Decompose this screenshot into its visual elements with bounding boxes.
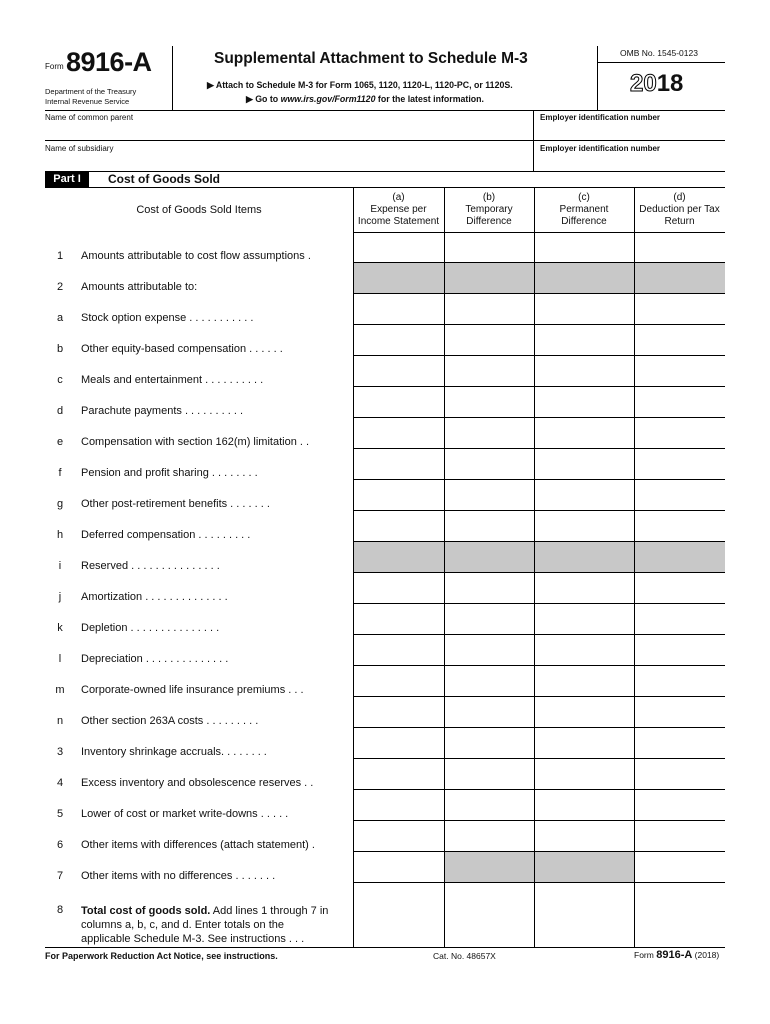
row-number: 6 bbox=[56, 839, 64, 851]
department-line: Department of the Treasury bbox=[45, 87, 137, 96]
amount-cell-d[interactable] bbox=[634, 790, 725, 821]
column-a-header: (a) Expense per Income Statement bbox=[357, 192, 440, 227]
row-number: g bbox=[56, 498, 64, 510]
amount-cell-a[interactable] bbox=[353, 449, 444, 480]
amount-cell-a[interactable] bbox=[353, 387, 444, 418]
omb-number: OMB No. 1545-0123 bbox=[620, 48, 698, 58]
amount-cell-a[interactable] bbox=[353, 325, 444, 356]
irs-line: Internal Revenue Service bbox=[45, 97, 130, 106]
amount-cell-c[interactable] bbox=[534, 604, 634, 635]
row-number: m bbox=[55, 684, 65, 696]
amount-cell-d[interactable] bbox=[634, 573, 725, 604]
amount-cell-a[interactable] bbox=[353, 666, 444, 697]
amount-cell-d[interactable] bbox=[634, 511, 725, 542]
row-label: Excess inventory and obsolescence reserves . . bbox=[81, 777, 314, 789]
common-parent-label: Name of common parent bbox=[45, 113, 134, 122]
amount-cell-c[interactable] bbox=[534, 573, 634, 604]
amount-cell-a bbox=[353, 542, 444, 573]
row-number: 8 bbox=[56, 904, 64, 916]
amount-cell-d[interactable] bbox=[634, 480, 725, 511]
row-label: Other post-retirement benefits . . . . . . . bbox=[81, 498, 270, 510]
row-label: Amounts attributable to: bbox=[81, 281, 198, 293]
amount-cell-a[interactable] bbox=[353, 573, 444, 604]
amount-cell-a[interactable] bbox=[353, 821, 444, 852]
amount-cell-c[interactable] bbox=[534, 325, 634, 356]
row-label: Depletion . . . . . . . . . . . . . . . bbox=[81, 622, 220, 634]
row-label: Pension and profit sharing . . . . . . . . bbox=[81, 467, 258, 479]
amount-cell-d[interactable] bbox=[634, 666, 725, 697]
row-number: k bbox=[57, 622, 63, 634]
row-number: h bbox=[56, 529, 64, 541]
row-label: Reserved . . . . . . . . . . . . . . . bbox=[81, 560, 220, 572]
amount-cell-d[interactable] bbox=[634, 635, 725, 666]
amount-cell-d[interactable] bbox=[634, 294, 725, 325]
amount-cell-a[interactable] bbox=[353, 635, 444, 666]
row-number: i bbox=[58, 560, 62, 572]
total-cell-d[interactable] bbox=[634, 883, 725, 947]
amount-cell-c[interactable] bbox=[534, 511, 634, 542]
row-label: Other equity-based compensation . . . . . . bbox=[81, 343, 283, 355]
row-number: 7 bbox=[56, 870, 64, 882]
subsidiary-label: Name of subsidiary bbox=[45, 144, 114, 153]
amount-cell-b[interactable] bbox=[444, 511, 534, 542]
ein-label-parent: Employer identification number bbox=[540, 113, 661, 122]
amount-cell-c[interactable] bbox=[534, 418, 634, 449]
amount-cell-c bbox=[534, 852, 634, 883]
amount-cell-c[interactable] bbox=[534, 480, 634, 511]
part-title: Cost of Goods Sold bbox=[108, 172, 220, 186]
amount-cell-d[interactable] bbox=[634, 852, 725, 883]
row-number: f bbox=[58, 467, 62, 479]
amount-cell-a[interactable] bbox=[353, 418, 444, 449]
row-number: 4 bbox=[56, 777, 64, 789]
row-number: n bbox=[56, 715, 64, 727]
ein-label-subsidiary: Employer identification number bbox=[540, 144, 661, 153]
amount-cell-c[interactable] bbox=[534, 294, 634, 325]
amount-cell-a[interactable] bbox=[353, 356, 444, 387]
total-row-label: Total cost of goods sold. Add lines 1 through 7 in columns a, b, c, and d. Enter totals on the applicable Schedule M-3. See instructions . . . bbox=[81, 905, 329, 945]
column-b-header: (b) Temporary Difference bbox=[465, 192, 513, 227]
row-number: j bbox=[58, 591, 62, 603]
row-number: c bbox=[57, 374, 63, 386]
row-number: 2 bbox=[56, 281, 64, 293]
row-label: Other items with differences (attach statement) . bbox=[81, 839, 315, 851]
amount-cell-c[interactable] bbox=[534, 387, 634, 418]
row-label: Meals and entertainment . . . . . . . . . . bbox=[81, 374, 264, 386]
row-number: 5 bbox=[56, 808, 64, 820]
row-label: Other section 263A costs . . . . . . . . . bbox=[81, 715, 259, 727]
amount-cell-d bbox=[634, 263, 725, 294]
amount-cell-a[interactable] bbox=[353, 480, 444, 511]
amount-cell-a bbox=[353, 263, 444, 294]
amount-cell-a[interactable] bbox=[353, 728, 444, 759]
row-label: Depreciation . . . . . . . . . . . . . . bbox=[81, 653, 229, 665]
total-cell-a[interactable] bbox=[353, 883, 444, 947]
amount-cell-c bbox=[534, 542, 634, 573]
form-label: Form bbox=[45, 62, 64, 71]
amount-cell-d[interactable] bbox=[634, 604, 725, 635]
amount-cell-d[interactable] bbox=[634, 418, 725, 449]
items-column-header: Cost of Goods Sold Items bbox=[136, 204, 262, 216]
amount-cell-b[interactable] bbox=[444, 294, 534, 325]
amount-cell-d[interactable] bbox=[634, 232, 725, 263]
amount-cell-b[interactable] bbox=[444, 387, 534, 418]
amount-cell-d[interactable] bbox=[634, 697, 725, 728]
amount-cell-a[interactable] bbox=[353, 294, 444, 325]
row-label: Amounts attributable to cost flow assumptions . bbox=[81, 250, 311, 262]
row-number: 3 bbox=[56, 746, 64, 758]
row-label: Parachute payments . . . . . . . . . . bbox=[81, 405, 244, 417]
amount-cell-b[interactable] bbox=[444, 635, 534, 666]
amount-cell-c bbox=[534, 263, 634, 294]
part-tag: Part I bbox=[45, 172, 89, 187]
amount-cell-d[interactable] bbox=[634, 759, 725, 790]
amount-cell-a[interactable] bbox=[353, 852, 444, 883]
row-number: d bbox=[56, 405, 64, 417]
amount-cell-d[interactable] bbox=[634, 449, 725, 480]
amount-cell-c[interactable] bbox=[534, 666, 634, 697]
ein-subsidiary-field[interactable] bbox=[540, 155, 725, 171]
amount-cell-d[interactable] bbox=[634, 387, 725, 418]
amount-cell-c[interactable] bbox=[534, 449, 634, 480]
row-label: Stock option expense . . . . . . . . . . . bbox=[81, 312, 254, 324]
amount-cell-a[interactable] bbox=[353, 511, 444, 542]
amount-cell-b bbox=[444, 263, 534, 294]
row-number: l bbox=[58, 653, 62, 665]
paperwork-notice: For Paperwork Reduction Act Notice, see instructions. bbox=[45, 951, 278, 961]
catalog-number: Cat. No. 48657X bbox=[433, 951, 496, 961]
row-label: Deferred compensation . . . . . . . . . bbox=[81, 529, 251, 541]
amount-cell-a[interactable] bbox=[353, 604, 444, 635]
column-d-header: (d) Deduction per Tax Return bbox=[639, 192, 720, 227]
row-number: 1 bbox=[56, 250, 64, 262]
amount-cell-b[interactable] bbox=[444, 790, 534, 821]
amount-cell-c[interactable] bbox=[534, 356, 634, 387]
attach-instruction: ▶ Attach to Schedule M-3 for Form 1065, 1120, 1120-L, 1120-PC, or 1120S. bbox=[207, 80, 513, 90]
website-instruction: ▶ Go to www.irs.gov/Form1120 for the latest information. bbox=[246, 94, 484, 104]
amount-cell-c[interactable] bbox=[534, 790, 634, 821]
amount-cell-b[interactable] bbox=[444, 697, 534, 728]
amount-cell-a[interactable] bbox=[353, 759, 444, 790]
form-title: Supplemental Attachment to Schedule M-3 bbox=[214, 50, 528, 67]
amount-cell-b[interactable] bbox=[444, 232, 534, 263]
amount-cell-d[interactable] bbox=[634, 325, 725, 356]
amount-cell-b[interactable] bbox=[444, 821, 534, 852]
amount-cell-c[interactable] bbox=[534, 697, 634, 728]
row-number: b bbox=[56, 343, 64, 355]
amount-cell-d[interactable] bbox=[634, 356, 725, 387]
amount-cell-b[interactable] bbox=[444, 418, 534, 449]
row-number: e bbox=[56, 436, 64, 448]
row-label: Corporate-owned life insurance premiums . . . bbox=[81, 684, 304, 696]
form-number: 8916-A bbox=[66, 47, 152, 77]
common-parent-field[interactable] bbox=[45, 124, 533, 140]
amount-cell-c[interactable] bbox=[534, 728, 634, 759]
amount-cell-b bbox=[444, 852, 534, 883]
amount-cell-b[interactable] bbox=[444, 666, 534, 697]
footer-form-id: Form 8916-A (2018) bbox=[634, 949, 720, 961]
amount-cell-a[interactable] bbox=[353, 790, 444, 821]
tax-year: 2018 bbox=[630, 70, 684, 97]
amount-cell-d[interactable] bbox=[634, 821, 725, 852]
amount-cell-a[interactable] bbox=[353, 232, 444, 263]
amount-cell-b[interactable] bbox=[444, 759, 534, 790]
amount-cell-c[interactable] bbox=[534, 821, 634, 852]
row-label: Compensation with section 162(m) limitation . . bbox=[81, 436, 310, 448]
ein-parent-field[interactable] bbox=[540, 124, 725, 140]
amount-cell-b[interactable] bbox=[444, 480, 534, 511]
column-c-header: (c) Permanent Difference bbox=[559, 192, 609, 227]
row-number: a bbox=[56, 312, 64, 324]
row-label: Amortization . . . . . . . . . . . . . . bbox=[81, 591, 228, 603]
total-cell-c[interactable] bbox=[534, 883, 634, 947]
total-cell-b[interactable] bbox=[444, 883, 534, 947]
amount-cell-a[interactable] bbox=[353, 697, 444, 728]
subsidiary-field[interactable] bbox=[45, 155, 533, 171]
amount-cell-d bbox=[634, 542, 725, 573]
amount-cell-c[interactable] bbox=[534, 759, 634, 790]
row-label: Lower of cost or market write-downs . . . . . bbox=[81, 808, 289, 820]
amount-cell-b[interactable] bbox=[444, 604, 534, 635]
amount-cell-b[interactable] bbox=[444, 449, 534, 480]
amount-cell-b[interactable] bbox=[444, 356, 534, 387]
amount-cell-b[interactable] bbox=[444, 325, 534, 356]
amount-cell-b[interactable] bbox=[444, 728, 534, 759]
row-label: Inventory shrinkage accruals. . . . . . . . bbox=[81, 746, 267, 758]
amount-cell-b[interactable] bbox=[444, 573, 534, 604]
amount-cell-c[interactable] bbox=[534, 232, 634, 263]
amount-cell-d[interactable] bbox=[634, 728, 725, 759]
amount-cell-c[interactable] bbox=[534, 635, 634, 666]
amount-cell-b bbox=[444, 542, 534, 573]
row-label: Other items with no differences . . . . . . . bbox=[81, 870, 276, 882]
